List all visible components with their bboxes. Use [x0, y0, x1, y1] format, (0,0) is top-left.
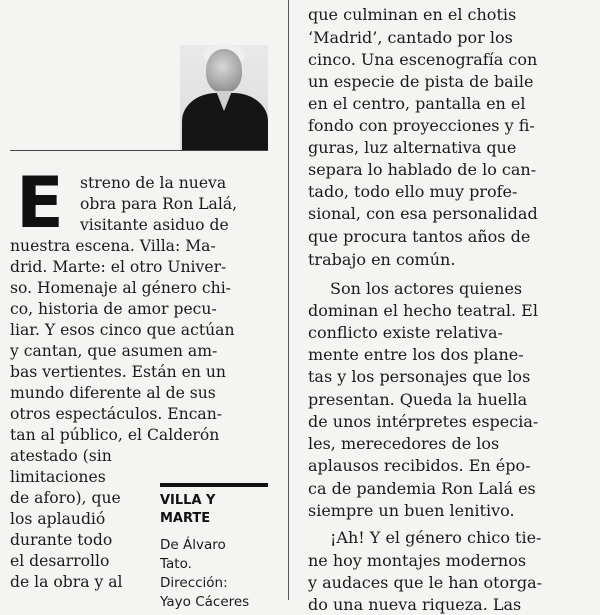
left-text-line: streno de la nueva — [80, 174, 227, 192]
left-text-line: el desarrollo — [10, 552, 110, 570]
right-text-line: que procura tantos años de — [308, 227, 531, 246]
left-text-line: so. Homenaje al género chi- — [10, 279, 231, 297]
left-text-line: visitante asiduo de — [80, 216, 229, 234]
right-text-line: ne hoy montajes modernos — [308, 551, 527, 570]
left-text-line: atestado (sin — [10, 447, 112, 465]
right-text-line: ‘Madrid’, cantado por los — [308, 28, 513, 47]
left-text-line: los aplaudió — [10, 510, 106, 528]
left-text-line: obra para Ron Lalá, — [80, 195, 238, 213]
left-text-line: de aforo), que — [10, 489, 121, 507]
right-text-line: do una nueva riqueza. Las — [308, 595, 522, 614]
left-text-line: durante todo — [10, 531, 113, 549]
right-text-line: cinco. Una escenografía con — [308, 50, 538, 69]
right-text-line: siempre un buen lenitivo. — [308, 501, 515, 520]
right-text-line: mente entre los dos plane- — [308, 345, 524, 364]
photo-head — [206, 49, 242, 93]
left-text-line: otros espectáculos. Encan- — [10, 405, 223, 423]
left-text-line: bas vertientes. Están en un — [10, 363, 226, 381]
right-text-line: dominan el hecho teatral. El — [308, 301, 538, 320]
right-text-line: en el centro, pantalla en el — [308, 94, 526, 113]
right-text-line: conflicto existe relativa- — [308, 323, 503, 342]
right-text-line: ca de pandemia Ron Lalá es — [308, 479, 536, 498]
right-text-line: presentan. Queda la huella — [308, 390, 528, 409]
right-text-line: guras, luz alternativa que — [308, 138, 517, 157]
left-text-line: nuestra escena. Villa: Ma- — [10, 237, 216, 255]
right-text-line: de unos intérpretes especia- — [308, 412, 539, 431]
left-text-line: tan al público, el Calderón — [10, 426, 220, 444]
photo-divider — [10, 150, 268, 151]
sidebar-line: Tato. — [160, 556, 192, 572]
sidebar-line: Yayo Cáceres — [160, 594, 250, 610]
right-text-line: aplausos recibidos. En épo- — [308, 456, 531, 475]
drop-cap: E — [16, 162, 64, 244]
right-text-line: trabajo en común. — [308, 250, 456, 269]
left-text-line: drid. Marte: el otro Univer- — [10, 258, 227, 276]
right-text-line: un especie de pista de baile — [308, 72, 534, 91]
left-text-line: de la obra y al — [10, 573, 123, 591]
right-text-line: tas y los personajes que los — [308, 367, 531, 386]
column-divider — [288, 0, 289, 600]
left-text-line: mundo diferente al de sus — [10, 384, 216, 402]
sidebar-line: Dirección: — [160, 575, 228, 591]
left-text-line: liar. Y esos cinco que actúan — [10, 321, 235, 339]
author-photo — [180, 45, 268, 150]
right-text-line: separa lo hablado de lo can- — [308, 160, 537, 179]
left-text-line: co, historia de amor pecu- — [10, 300, 217, 318]
right-text-line: les, merecedores de los — [308, 434, 500, 453]
right-text-line: fondo con proyecciones y fi- — [308, 116, 535, 135]
right-text-line: tado, todo ello muy profe- — [308, 182, 518, 201]
sidebar-rule — [160, 483, 268, 487]
sidebar-line: De Álvaro — [160, 537, 226, 553]
left-text-line: y cantan, que asumen am- — [10, 342, 218, 360]
right-text-line: sional, con esa personalidad — [308, 204, 538, 223]
right-text-line: que culminan en el chotis — [308, 5, 517, 24]
sidebar-title: VILLA Y MARTE — [160, 493, 216, 526]
right-text-line: ¡Ah! Y el género chico tie- — [330, 528, 542, 547]
right-text-line: y audaces que le han otorga- — [308, 573, 543, 592]
left-text-line: limitaciones — [10, 468, 106, 486]
right-text-line: Son los actores quienes — [330, 279, 523, 298]
